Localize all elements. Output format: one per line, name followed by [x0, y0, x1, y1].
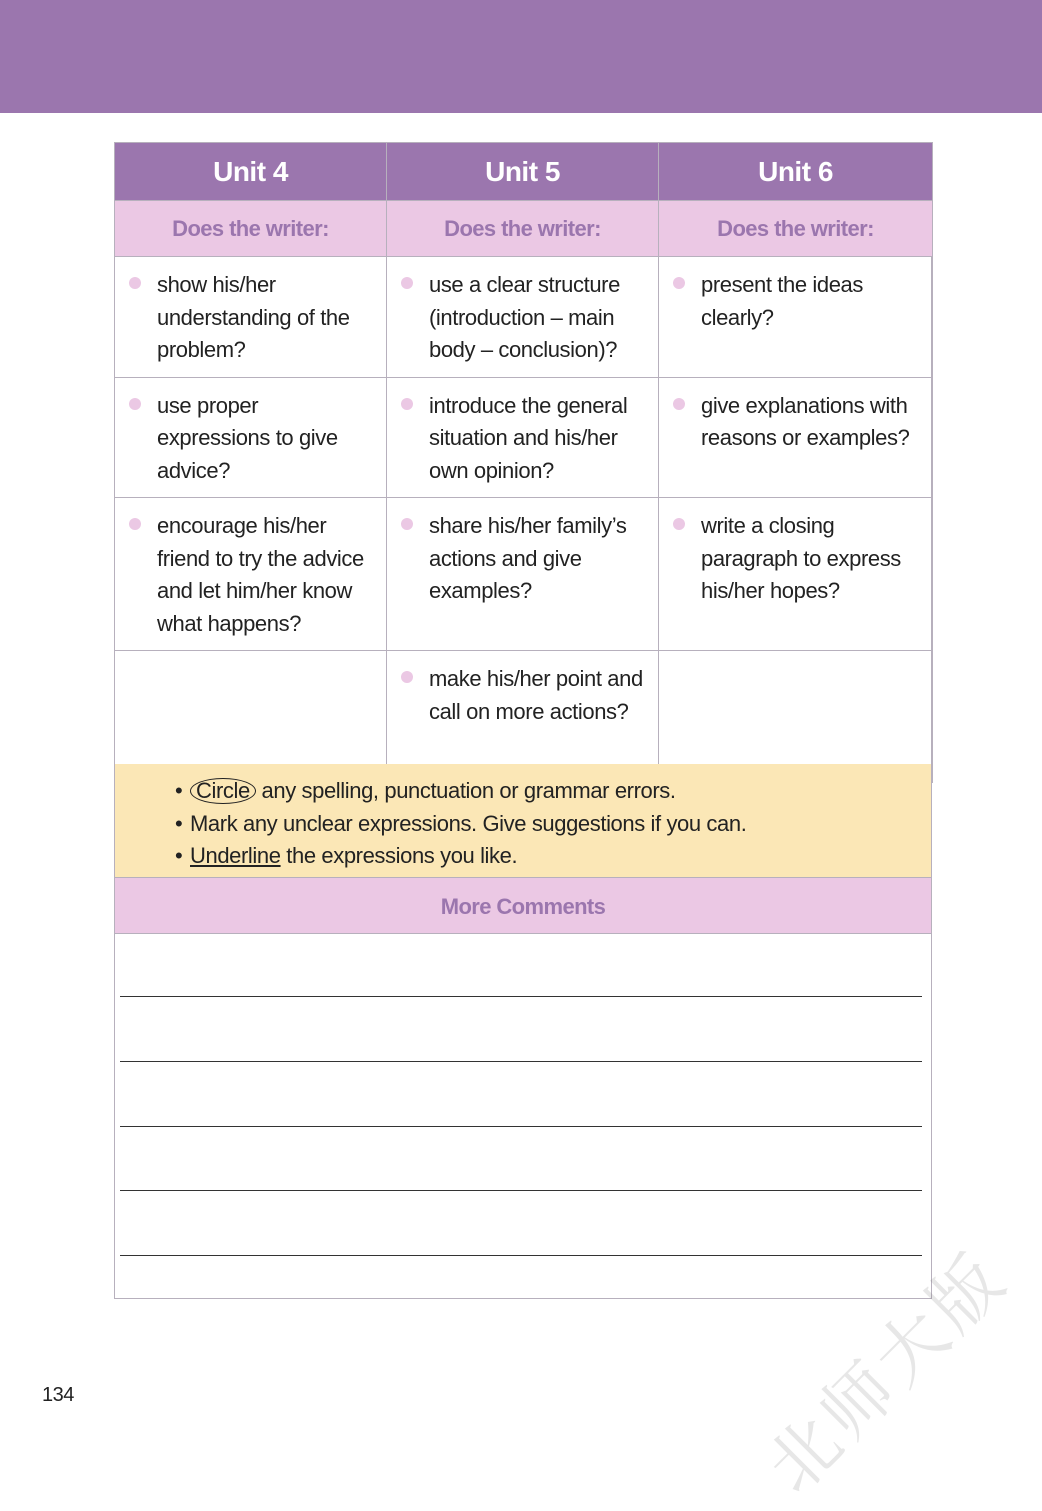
top-banner [0, 0, 1042, 113]
comment-writing-line[interactable] [120, 1190, 922, 1191]
checklist-item-text: write a closing paragraph to express his/her hopes? [701, 513, 901, 603]
checklist-cell [115, 377, 387, 498]
checklist-cell [659, 377, 933, 498]
checklist-item [659, 498, 932, 618]
checklist-cell-empty [659, 651, 933, 783]
checklist-item [659, 257, 932, 344]
underline-keyword: Underline [190, 843, 281, 868]
unit-6-title: Unit 6 [659, 143, 933, 201]
checklist-cell [659, 498, 933, 651]
checklist-item-text: make his/her point and call on more actions? [429, 666, 643, 724]
checklist-row-4 [115, 651, 933, 783]
bullet-dot-icon [401, 671, 413, 683]
page-number: 134 [42, 1384, 74, 1406]
unit-5-subheading: Does the writer: [387, 201, 659, 257]
checklist-item [387, 378, 658, 498]
bullet-dot-icon [129, 518, 141, 530]
subheading-row [115, 201, 933, 257]
bullet-icon: • [175, 810, 183, 836]
checklist-cell [115, 498, 387, 651]
checklist-cell [659, 257, 933, 378]
bullet-dot-icon [673, 277, 685, 289]
publisher-watermark: 北师大版 [750, 1235, 1024, 1509]
bullet-dot-icon [129, 277, 141, 289]
comment-writing-line[interactable] [120, 1255, 922, 1256]
checklist-item [387, 498, 658, 618]
checklist-cell [115, 257, 387, 378]
checklist-item [115, 378, 386, 498]
checklist-item [387, 651, 658, 738]
bullet-dot-icon [673, 518, 685, 530]
unit-6-subheading: Does the writer: [659, 201, 933, 257]
comment-writing-line[interactable] [120, 1126, 922, 1127]
instructions-list [115, 764, 931, 873]
checklist-item-text: use a clear structure (introduction – main body – conclusion)? [429, 272, 620, 362]
bullet-icon: • [175, 843, 183, 868]
instruction-underline [175, 840, 931, 873]
checklist-cell [387, 377, 659, 498]
bullet-dot-icon [401, 398, 413, 410]
instruction-circle [175, 775, 931, 808]
checklist-item [115, 257, 386, 377]
checklist-cell [387, 498, 659, 651]
checklist-item-text: give explanations with reasons or examples? [701, 392, 910, 450]
comment-writing-line[interactable] [120, 996, 922, 997]
checklist-table [114, 142, 933, 783]
bullet-dot-icon [129, 398, 141, 410]
checklist-row-3 [115, 498, 933, 651]
bullet-dot-icon [401, 277, 413, 289]
unit-header-row [115, 143, 933, 201]
checklist-item-text: present the ideas clearly? [701, 272, 863, 330]
checklist-item-text: encourage his/her friend to try the advice and let him/her know what happens? [157, 513, 364, 636]
checklist-row-2 [115, 377, 933, 498]
checklist-item [115, 498, 386, 650]
unit-5-title: Unit 5 [387, 143, 659, 201]
instruction-text: any spelling, punctuation or grammar errors. [255, 778, 676, 803]
instruction-mark [175, 808, 931, 841]
checklist-cell [387, 257, 659, 378]
checklist-row-1 [115, 257, 933, 378]
checklist-cell [387, 651, 659, 783]
instruction-text: the expressions you like. [280, 843, 518, 868]
instruction-text: Mark any unclear expressions. Give suggestions if you can. [190, 810, 747, 836]
checklist-item [659, 378, 932, 465]
checklist-cell-empty [115, 651, 387, 783]
bullet-dot-icon [401, 518, 413, 530]
instructions-box [114, 764, 932, 877]
more-comments-heading: More Comments [114, 877, 932, 934]
checklist-item-text: introduce the general situation and his/her own opinion? [429, 392, 628, 483]
checklist-item [387, 257, 658, 377]
checklist-item-text: show his/her understanding of the problem? [157, 272, 350, 362]
bullet-dot-icon [673, 398, 685, 410]
unit-4-title: Unit 4 [115, 143, 387, 201]
bullet-icon: • [175, 778, 183, 803]
unit-4-subheading: Does the writer: [115, 201, 387, 257]
circle-keyword: Circle [190, 778, 256, 804]
checklist-item-text: share his/her family’s actions and give examples? [429, 513, 627, 603]
comment-writing-line[interactable] [120, 1061, 922, 1062]
checklist-item-text: use proper expressions to give advice? [157, 392, 338, 483]
